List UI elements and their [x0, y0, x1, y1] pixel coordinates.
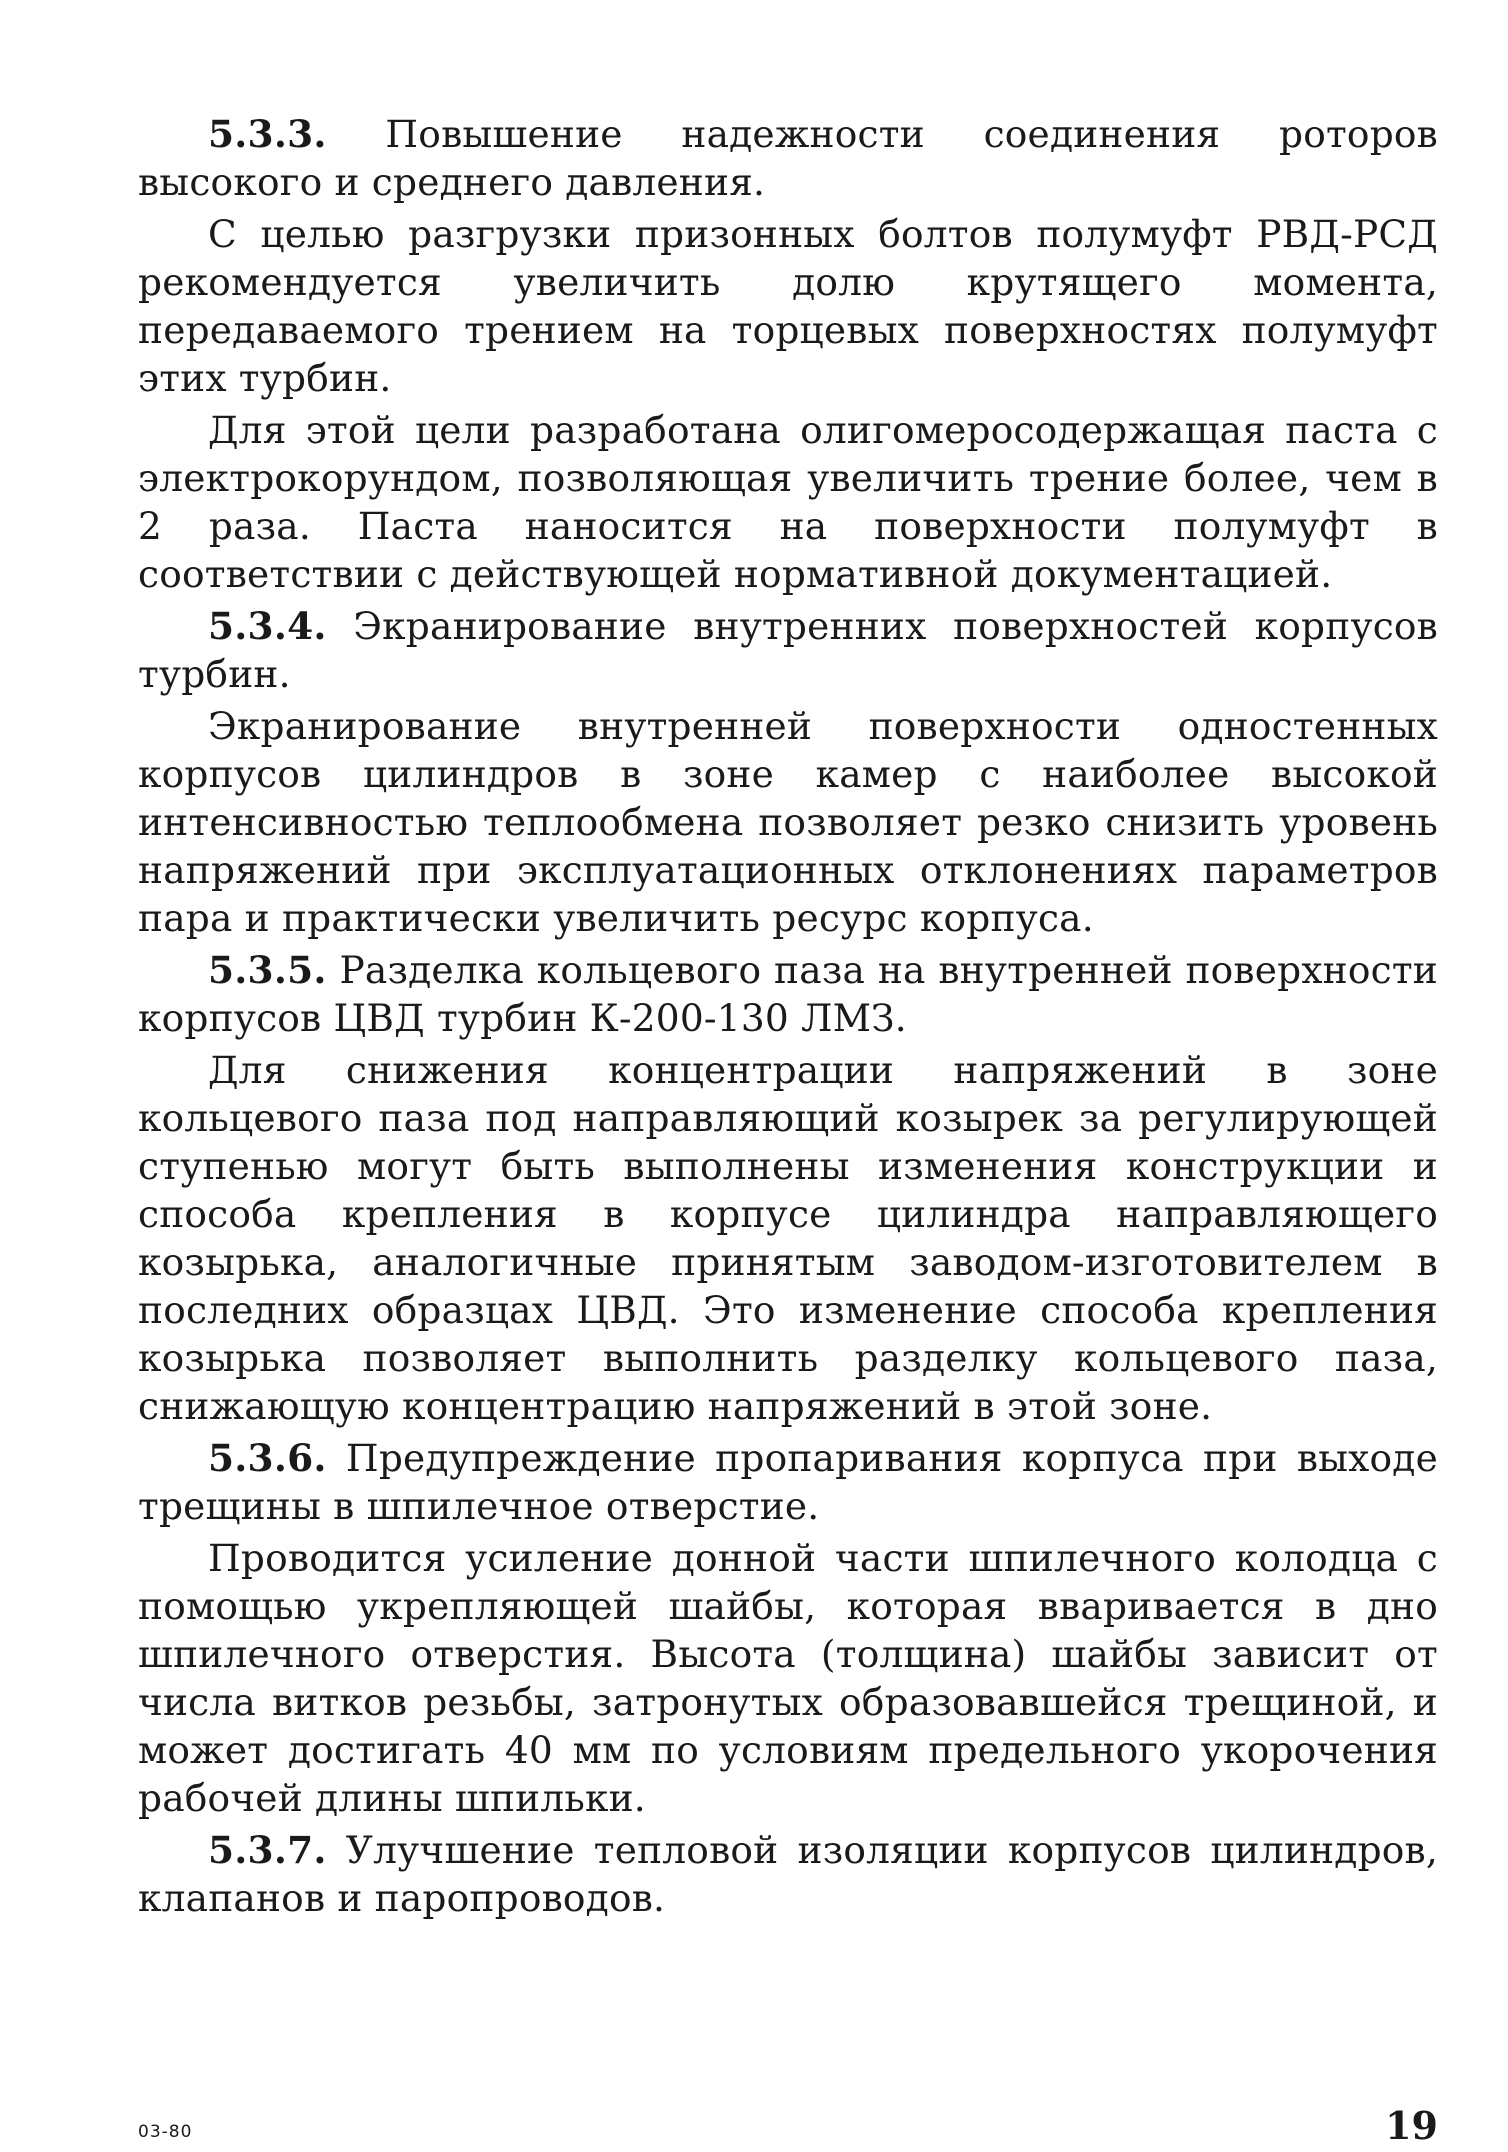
section-number: 5.3.7.	[208, 1828, 327, 1872]
section-number: 5.3.4.	[208, 604, 327, 648]
section-number: 5.3.3.	[208, 112, 327, 156]
section-number: 5.3.5.	[208, 948, 327, 992]
section-title: Улучшение тепловой изоляции корпусов цилиндров, клапанов и паропроводов.	[138, 1828, 1438, 1920]
section-heading-5-3-6	[138, 1434, 1438, 1530]
section-title: Повышение надежности соединения роторов высокого и среднего давления.	[138, 112, 1438, 204]
section-heading-5-3-3	[138, 110, 1438, 206]
page-number: 19	[1385, 2103, 1438, 2148]
paragraph: Для этой цели разработана олигомеросодержащая паста с электрокорундом, позволяющая увеличить трение более, чем в 2 раза. Паста наносится на поверхности полумуфт в соответствии с действующей нормативной документацией.	[138, 408, 1438, 596]
document-page	[138, 110, 1438, 1926]
page-footer	[138, 2103, 1438, 2148]
section-number: 5.3.6.	[208, 1436, 327, 1480]
section-heading-5-3-5	[138, 946, 1438, 1042]
paragraph: Экранирование внутренней поверхности одностенных корпусов цилиндров в зоне камер с наиболее высокой интенсивностью теплообмена позволяет резко снизить уровень напряжений при эксплуатационных отклонениях параметров пара и практически увеличить ресурс корпуса.	[138, 704, 1438, 940]
section-heading-5-3-7	[138, 1826, 1438, 1922]
print-code: 03-80	[138, 2122, 193, 2142]
section-title: Предупреждение пропаривания корпуса при выходе трещины в шпилечное отверстие.	[138, 1436, 1438, 1528]
paragraph: С целью разгрузки призонных болтов полумуфт РВД-РСД рекомендуется увеличить долю крутящего момента, передаваемого трением на торцевых поверхностях полумуфт этих турбин.	[138, 212, 1438, 400]
section-title: Разделка кольцевого паза на внутренней поверхности корпусов ЦВД турбин К-200-130 ЛМЗ.	[138, 948, 1438, 1040]
section-heading-5-3-4	[138, 602, 1438, 698]
section-title: Экранирование внутренних поверхностей корпусов турбин.	[138, 604, 1438, 696]
paragraph: Для снижения концентрации напряжений в зоне кольцевого паза под направляющий козырек за регулирующей ступенью могут быть выполнены изменения конструкции и способа крепления в корпусе цилиндра направляющего козырька, аналогичные принятым заводом-изготовителем в последних образцах ЦВД. Это изменение способа крепления козырька позволяет выполнить разделку кольцевого паза, снижающую концентрацию напряжений в этой зоне.	[138, 1048, 1438, 1428]
paragraph: Проводится усиление донной части шпилечного колодца с помощью укрепляющей шайбы, которая вваривается в дно шпилечного отверстия. Высота (толщина) шайбы зависит от числа витков резьбы, затронутых образовавшейся трещиной, и может достигать 40 мм по условиям предельного укорочения рабочей длины шпильки.	[138, 1536, 1438, 1820]
